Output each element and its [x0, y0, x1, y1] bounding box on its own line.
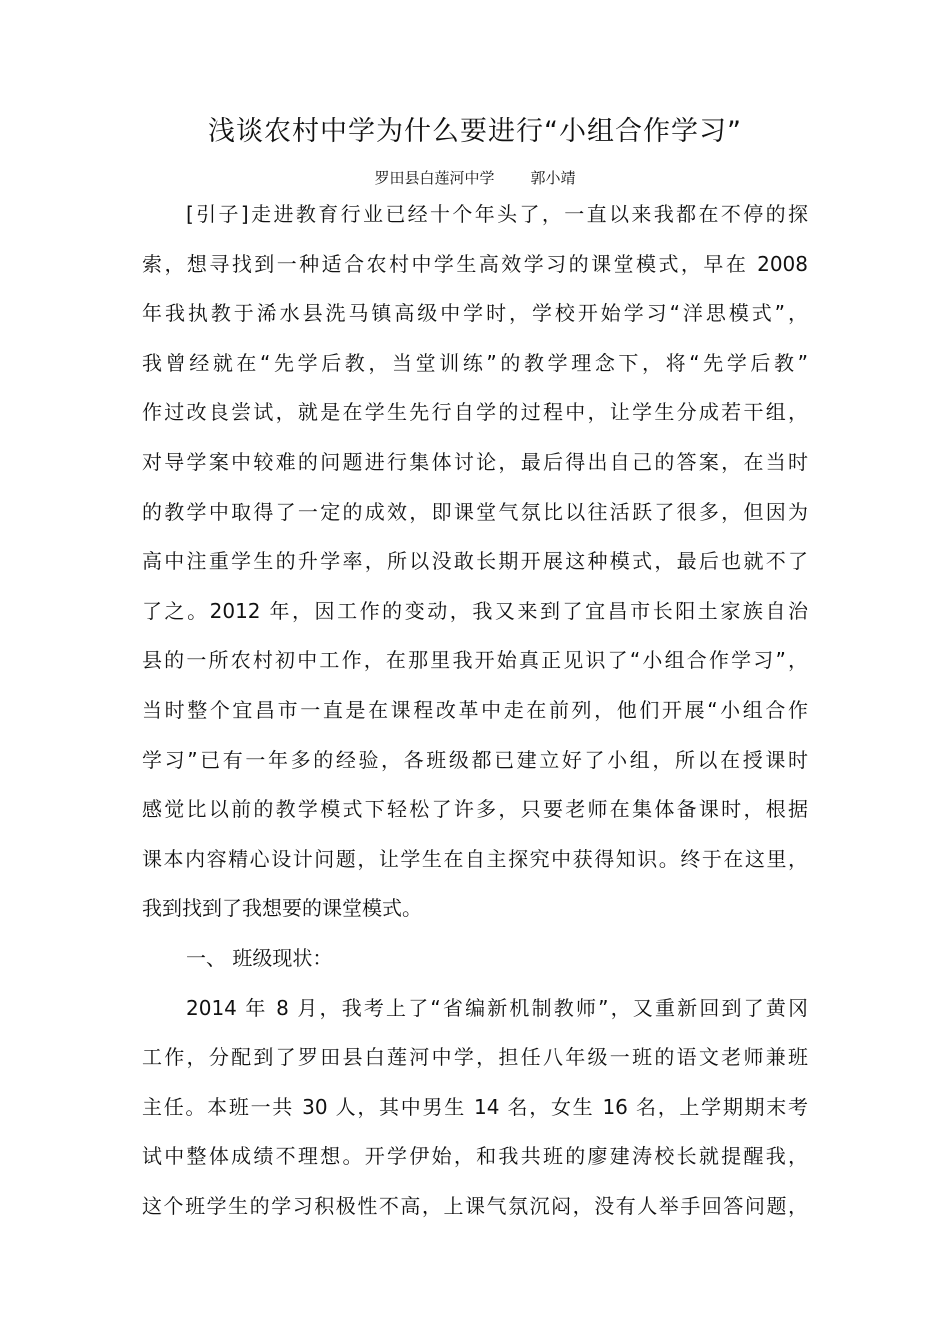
paragraph-line: 感觉比以前的教学模式下轻松了许多，只要老师在集体备课时，根据	[142, 797, 808, 822]
paragraph-line: 了之。2012 年，因工作的变动，我又来到了宜昌市长阳土家族自治	[142, 598, 808, 623]
paragraph-line: 工作，分配到了罗田县白莲河中学，担任八年级一班的语文老师兼班	[142, 1045, 808, 1070]
paragraph-line: 的教学中取得了一定的成效，即课堂气氛比以往活跃了很多，但因为	[142, 499, 808, 524]
paragraph-line: 对导学案中较难的问题进行集体讨论，最后得出自己的答案，在当时	[142, 449, 808, 474]
paragraph-line: 试中整体成绩不理想。开学伊始，和我共班的廖建涛校长就提醒我，	[142, 1144, 808, 1169]
paragraph-line: 年我执教于浠水县洗马镇高级中学时，学校开始学习“洋思模式”，	[142, 301, 808, 326]
paragraph-line: 学习”已有一年多的经验，各班级都已建立好了小组，所以在授课时	[142, 747, 808, 772]
document-title: 浅谈农村中学为什么要进行“小组合作学习”	[208, 116, 742, 147]
author-byline	[0, 167, 950, 189]
paragraph-line: 课本内容精心设计问题，让学生在自主探究中获得知识。终于在这里，	[142, 846, 808, 871]
paragraph-line: [引子]走进教育行业已经十个年头了，一直以来我都在不停的探	[186, 202, 808, 226]
section-heading: 一、 班级现状：	[186, 945, 333, 970]
author-name: 郭小靖	[530, 169, 576, 187]
paragraph-line: 2014 年 8 月，我考上了“省编新机制教师”，又重新回到了黄冈	[186, 995, 808, 1020]
paragraph-line: 县的一所农村初中工作，在那里我开始真正见识了“小组合作学习”，	[142, 648, 808, 673]
paragraph-line: 我曾经就在“先学后教，当堂训练”的教学理念下，将“先学后教”	[142, 350, 808, 375]
paragraph-line: 高中注重学生的升学率，所以没敢长期开展这种模式，最后也就不了	[142, 549, 808, 574]
paragraph-line: 索，想寻找到一种适合农村中学生高效学习的课堂模式，早在 2008	[142, 251, 808, 276]
paragraph-line: 这个班学生的学习积极性不高，上课气氛沉闷，没有人举手回答问题，	[142, 1193, 808, 1218]
paragraph-line: 主任。本班一共 30 人，其中男生 14 名，女生 16 名，上学期期末考	[142, 1094, 808, 1119]
paragraph-line: 当时整个宜昌市一直是在课程改革中走在前列，他们开展“小组合作	[142, 697, 808, 722]
author-school: 罗田县白莲河中学	[374, 169, 495, 187]
document-body	[142, 190, 808, 1231]
paragraph-line: 作过改良尝试，就是在学生先行自学的过程中，让学生分成若干组，	[142, 400, 808, 425]
paragraph-line: 我到找到了我想要的课堂模式。	[142, 896, 422, 921]
